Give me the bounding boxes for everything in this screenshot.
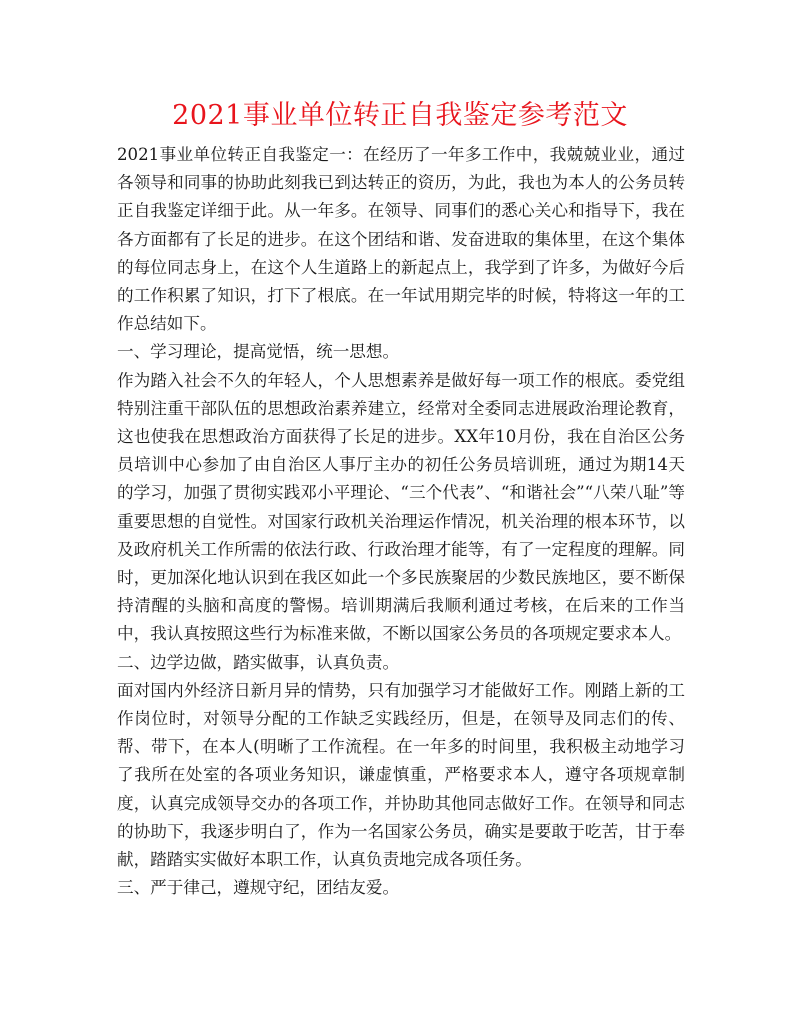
document-body <box>117 141 685 902</box>
section-heading-1: 一、学习理论，提高觉悟，统一思想。 <box>117 342 400 362</box>
document-title: 2021事业单位转正自我鉴定参考范文 <box>172 100 628 131</box>
section-1-paragraph: 作为踏入社会不久的年轻人，个人思想素养是做好每一项工作的根底。委党组特别注重干部队伍的思想政治素养建立，经常对全委同志进展政治理论教育，这也使我在思想政治方面获得了长足的进步。XX年10月份，我在自治区公务员培训中心参加了由自治区人事厅主办的初任公务员培训班，通过为期14天的学习，加强了贯彻实践邓小平理论、“三个代表”、“和谐社会”“八荣八耻”等重要思想的自觉性。对国家行政机关治理运作情况，机关治理的根本环节，以及政府机关工作所需的依法行政、行政治理才能等，有了一定程度的理解。同时，更加深化地认识到在我区如此一个多民族聚居的少数民族地区，要不断保持清醒的头脑和高度的警惕。培训期满后我顺利通过考核，在后来的工作当中，我认真按照这些行为标准来做，不断以国家公务员的各项规定要求本人。 <box>117 370 685 644</box>
section-heading-3: 三、严于律己，遵规守纪，团结友爱。 <box>117 878 400 898</box>
section-heading-2: 二、边学边做，踏实做事，认真负责。 <box>117 652 400 672</box>
intro-paragraph: 2021事业单位转正自我鉴定一：在经历了一年多工作中，我兢兢业业，通过各领导和同事的协助此刻我已到达转正的资历，为此，我也为本人的公务员转正自我鉴定详细于此。从一年多。在领导、同事们的悉心关心和指导下，我在各方面都有了长足的进步。在这个团结和谐、发奋进取的集体里，在这个集体的每位同志身上，在这个人生道路上的新起点上，我学到了许多，为做好今后的工作积累了知识，打下了根底。在一年试用期完毕的时候，特将这一年的工作总结如下。 <box>117 145 685 334</box>
section-2-paragraph: 面对国内外经济日新月异的情势，只有加强学习才能做好工作。刚踏上新的工作岗位时，对领导分配的工作缺乏实践经历，但是，在领导及同志们的传、帮、带下，在本人(明晰了工作流程。在一年多的时间里，我积极主动地学习了我所在处室的各项业务知识，谦虚慎重，严格要求本人，遵守各项规章制度，认真完成领导交办的各项工作，并协助其他同志做好工作。在领导和同志的协助下，我逐步明白了，作为一名国家公务员，确实是要敢于吃苦，甘于奉献，踏踏实实做好本职工作，认真负责地完成各项任务。 <box>117 680 685 870</box>
